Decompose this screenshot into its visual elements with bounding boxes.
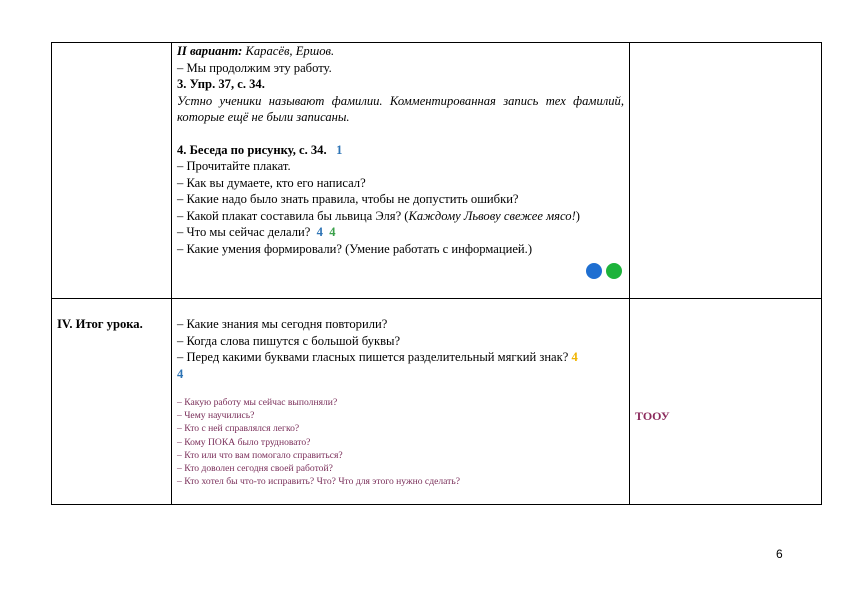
reflection-item: – Кто с ней справлялся легко?: [177, 423, 300, 435]
variant-line: II вариант: Карасёв, Ершов.: [177, 44, 335, 58]
exercise-instruction: Устно ученики называют фамилии. Комментированная запись тех фамилий, которые ещё не были записаны.: [177, 93, 624, 124]
row2-content: [177, 316, 627, 488]
summary-mark: 4: [177, 366, 184, 381]
exercise-heading: 3. Упр. 37, с. 34.: [177, 77, 265, 91]
lesson-table: [51, 42, 822, 505]
reflection-item: – Кто хотел бы что-то исправить? Что? Что для этого нужно сделать?: [177, 476, 460, 488]
reflection-item: – Чему научились?: [177, 410, 255, 422]
row-divider: [51, 298, 822, 299]
table-border-right: [821, 42, 822, 505]
reflection-item: – Кто доволен сегодня своей работой?: [177, 463, 333, 475]
question-5: – Что мы сейчас делали? 4 4: [177, 225, 336, 239]
mark-1: 1: [336, 142, 343, 157]
question-6: – Какие умения формировали? (Умение работать с информацией.): [177, 241, 533, 256]
continue-line: – Мы продолжим эту работу.: [177, 60, 332, 75]
question-3: – Какие надо было знать правила, чтобы не допустить ошибки?: [177, 192, 519, 206]
column-divider-2: [629, 42, 630, 505]
table-border-bottom: [51, 504, 822, 505]
green-circle-icon: [606, 263, 622, 279]
reflection-item: – Какую работу мы сейчас выполняли?: [177, 397, 338, 408]
table-border-left: [51, 42, 52, 505]
reflection-item: – Кому ПОКА было трудновато?: [177, 436, 311, 448]
question-4: – Какой плакат составила бы львица Эля? (Каждому Львову свежее мясо!): [177, 208, 580, 223]
page-number: 6: [776, 547, 783, 561]
summary-question-1: – Какие знания мы сегодня повторили?: [177, 317, 388, 331]
question-2: – Как вы думаете, кто его написал?: [177, 175, 366, 190]
column-divider-1: [171, 42, 172, 505]
reflection-list: [177, 396, 627, 488]
blue-circle-icon: [586, 263, 602, 279]
summary-question-3: – Перед какими буквами гласных пишется разделительный мягкий знак? 4: [177, 350, 578, 364]
question-1: – Прочитайте плакат.: [177, 159, 291, 173]
summary-question-2: – Когда слова пишутся с большой буквы?: [177, 333, 401, 348]
row1-content: [177, 43, 624, 257]
reflection-item: – Кто или что вам помогало справиться?: [177, 449, 343, 461]
talk-heading-line: 4. Беседа по рисунку, с. 34. 1: [177, 142, 343, 157]
stage-label: IV. Итог урока.: [57, 317, 143, 331]
right-label: ТООУ: [635, 409, 670, 423]
